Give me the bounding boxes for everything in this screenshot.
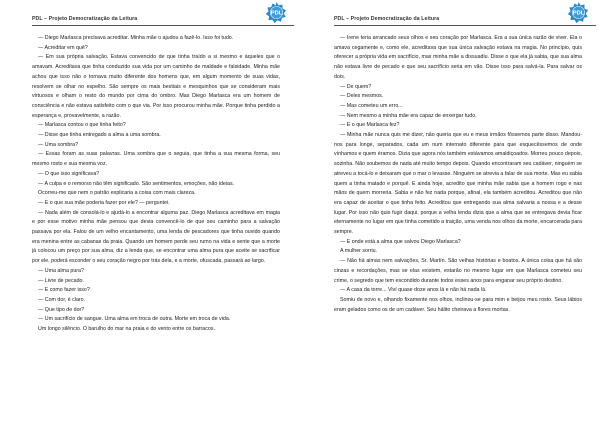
right-header-rule bbox=[334, 25, 596, 26]
paragraph: — Nada além de consolá-lo e ajudá-lo a encontrar alguma paz. Diego Marlasca acreditava em magia e por esse motivo minha mãe pensou que devia convencê-lo de que seu caminho para a salvação passava por ela. Falou de um velho encantamento, uma lenda de pescadores que tinha ouvido quando era menina entre as cabanas da praia. Quando um homem perde seu rumo na vida e sente que a morte já colocou um preço por sua alma, diz a lenda que, se encontrar uma alma pura que aceite se sacrificar por ele, poderá esconder o seu coração negro por trás dela, e a morte, ofuscada, passará ao largo. bbox=[32, 209, 280, 265]
paragraph: — Livre de pecado. bbox=[38, 277, 84, 284]
left-header-rule bbox=[32, 25, 294, 26]
paragraph: — Minha mãe nunca quis me dizer, não queria que eu e meus irmãos fôssemos parte disso. Mandou-nos para longe, separados, cada um num internato diferente para que esquecêssemos de onde vínhamos e quem éramos. Dizia que agora nós também estávamos amaldiçoados. Morreu pouco depois, sozinha. Não soubemos de nada até muito tempo depois. Quando encontraram seu cadáver, ninguém se atreveu a tocá-lo e deixaram que o mar o levasse. Ninguém se atrevia a falar de sua morte. Mas eu sabia quem a tinha matado e porquê. E ainda hoje, acredito que minha mãe sabia que a homem rogo e nas mãos de quem morreria. Sabia e não fez nada porque, afinal, ela também acreditou. Acreditou que não era capaz de aceitar o que tinha feito. Acreditou que entregando sua alma salvaria a nossa e a desse lugar. Por isso não quis fugir daqui, porque a velha lenda dizia que a alma que se entregava devia ficar eternamente no lugar em que tinha cometido a traição, uma venda nos olhos da morte, encarcerada para sempre. bbox=[334, 132, 582, 236]
paragraph: — De quem? bbox=[340, 83, 372, 90]
paragraph: — Uma alma pura? bbox=[38, 267, 84, 274]
paragraph: — Acreditar em quê? bbox=[38, 44, 88, 51]
paragraph: — E como fazer isso? bbox=[38, 287, 90, 294]
left-page-header bbox=[32, 16, 294, 28]
paragraph: — Marlasca contou o que tinha feito? bbox=[38, 122, 126, 129]
pdl-logo-icon bbox=[567, 1, 590, 24]
paragraph: — Irene teria arrancado seus olhos e seu coração por Marlasca. Era a sua única razão de viver. Ela o amava cegamente e, como ele, acreditava que sua única salvação estava na magia. No princípio, quis oferecer a própria vida em sacrifício, mas minha mãe a dissuadiu. Disse o que ela já sabia, que sua alma não estava livre de pecado e que seu sacrifício seria em vão. Disse isso para salvá-la. Para salvar os dois. bbox=[334, 35, 582, 80]
right-page-header bbox=[334, 16, 596, 28]
right-page-text bbox=[334, 34, 582, 315]
paragraph: — Essas foram as suas palavras. Uma sombra que o seguia, que tinha a sua mesma forma, seu mesmo rosto e sua mesma voz. bbox=[32, 151, 280, 168]
left-page-text bbox=[32, 34, 280, 335]
paragraph: — Diego Marlasca precisava acreditar. Minha mãe o ajudou a fazê-lo. Isso foi tudo. bbox=[38, 35, 234, 41]
left-logo-text: PDL bbox=[270, 10, 283, 17]
paragraph: — E o que sua mãe poderia fazer por ele? — perguntei. bbox=[38, 199, 170, 206]
paragraph: — Que tipo de dor? bbox=[38, 306, 85, 313]
paragraph: — A culpa e o remorso não têm significado. São sentimentos, emoções, não ideias. bbox=[38, 180, 235, 187]
paragraph: — E onde está a alma que salvou Diego Marlasca? bbox=[340, 238, 461, 245]
paragraph: — A casa da torre... Viví quase doze anos lá e não há nada lá. bbox=[340, 287, 487, 294]
paragraph: — Com dor, é claro. bbox=[38, 296, 86, 303]
pdl-logo-icon bbox=[265, 1, 288, 24]
paragraph: Um longo silêncio. O barulho do mar na praia e do vento entre os barracos. bbox=[38, 326, 215, 333]
right-page bbox=[306, 0, 596, 424]
left-header-title: PDL – Projeto Democratização da Leitura bbox=[32, 16, 138, 22]
paragraph: — Não há almas nem salvações, Sr. Martín. São velhas histórias e boatos. A única coisa que há são cinzas e recordações, mas se elas existem, estarão no mesmo lugar em que Marlasca cometeu seu crime, o segredo que tem escondido durante todos esses anos para enganar seu próprio destino. bbox=[334, 258, 582, 284]
paragraph: — Um sacrifício de sangue. Uma alma em troca de outra. Morte em troca de vida. bbox=[38, 316, 231, 323]
paragraph: — Uma sombra? bbox=[38, 141, 79, 148]
paragraph: Somiu de novo e, olhando fixamente nos olhos, inclinou-se para mim e beijou meu rosto. Seus lábios eram gelados como os de um cadáver. Seu hálito cheirava a flores mortas. bbox=[334, 296, 582, 313]
paragraph: A mulher sorriu. bbox=[340, 248, 378, 255]
right-logo-text: PDL bbox=[572, 10, 585, 17]
paragraph: — Em sua própria salvação. Estava convencido de que tinha traído a si mesmo e àqueles que o amavam. Acreditava que tinha conduzido sua vida por um caminho de maldade e falsidade. Minha mãe achou que isso não o tornava muito diferente dos homens que, em algum momento de suas vidas, resolvem se olhar no espelho. São sempre os mais bestiais e mesquinhos que se consideram mais virtuosos e olham o resto do mundo por cima do ombro. Mas Diego Marlasca era um homem de consciência e não estava satisfeito com o que via. Por isso procurou minha mãe. Porque tinha perdido a esperança e, provavelmente, a razão. bbox=[32, 54, 280, 119]
paragraph: Ocorreu-me que nem o patrão explicaria a coisa com mais clareza. bbox=[38, 190, 196, 197]
left-page bbox=[4, 0, 294, 424]
paragraph: — O que isso significava? bbox=[38, 170, 100, 177]
paragraph: — Deles mesmos. bbox=[340, 93, 384, 100]
paragraph: — Disse que tinha entregado a alma a uma sombra. bbox=[38, 132, 161, 139]
paragraph: — E o que Marlasca fez? bbox=[340, 122, 400, 129]
right-header-title: PDL – Projeto Democratização da Leitura bbox=[334, 16, 440, 22]
paragraph: — Nem mesmo a minha mãe era capaz de enxergar tudo. bbox=[340, 112, 477, 119]
paragraph: — Mas cometeu um erro... bbox=[340, 102, 403, 109]
